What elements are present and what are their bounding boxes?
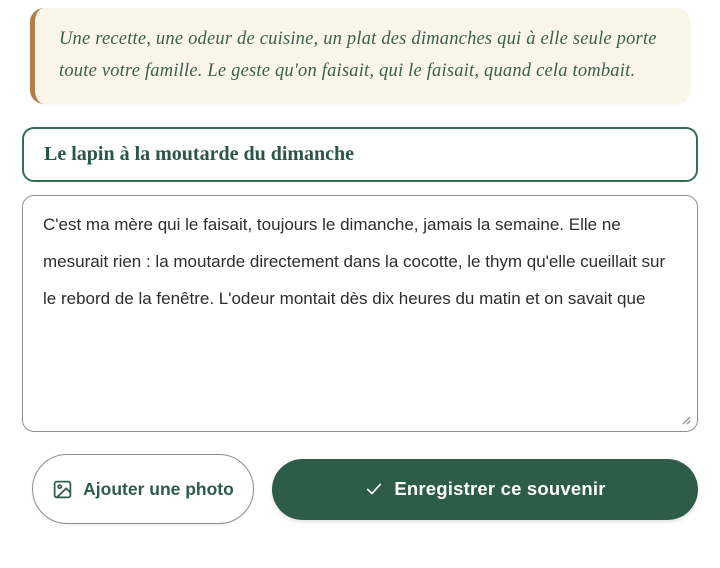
add-photo-label: Ajouter une photo — [83, 478, 234, 499]
save-label: Enregistrer ce souvenir — [394, 478, 606, 499]
add-photo-button[interactable] — [32, 454, 254, 524]
memory-story-textarea[interactable] — [22, 195, 698, 432]
save-memory-button[interactable] — [272, 459, 698, 520]
story-field-wrap — [22, 195, 698, 432]
actions-row — [22, 454, 698, 524]
check-icon — [364, 479, 384, 499]
image-icon — [52, 479, 73, 500]
prompt-quote-text: Une recette, une odeur de cuisine, un plat des dimanches qui à elle seule porte toute votre famille. Le geste qu'on faisait, qui le faisait, quand cela tombait. — [59, 29, 657, 81]
memory-title-input[interactable] — [22, 127, 698, 182]
prompt-quote — [30, 8, 690, 104]
